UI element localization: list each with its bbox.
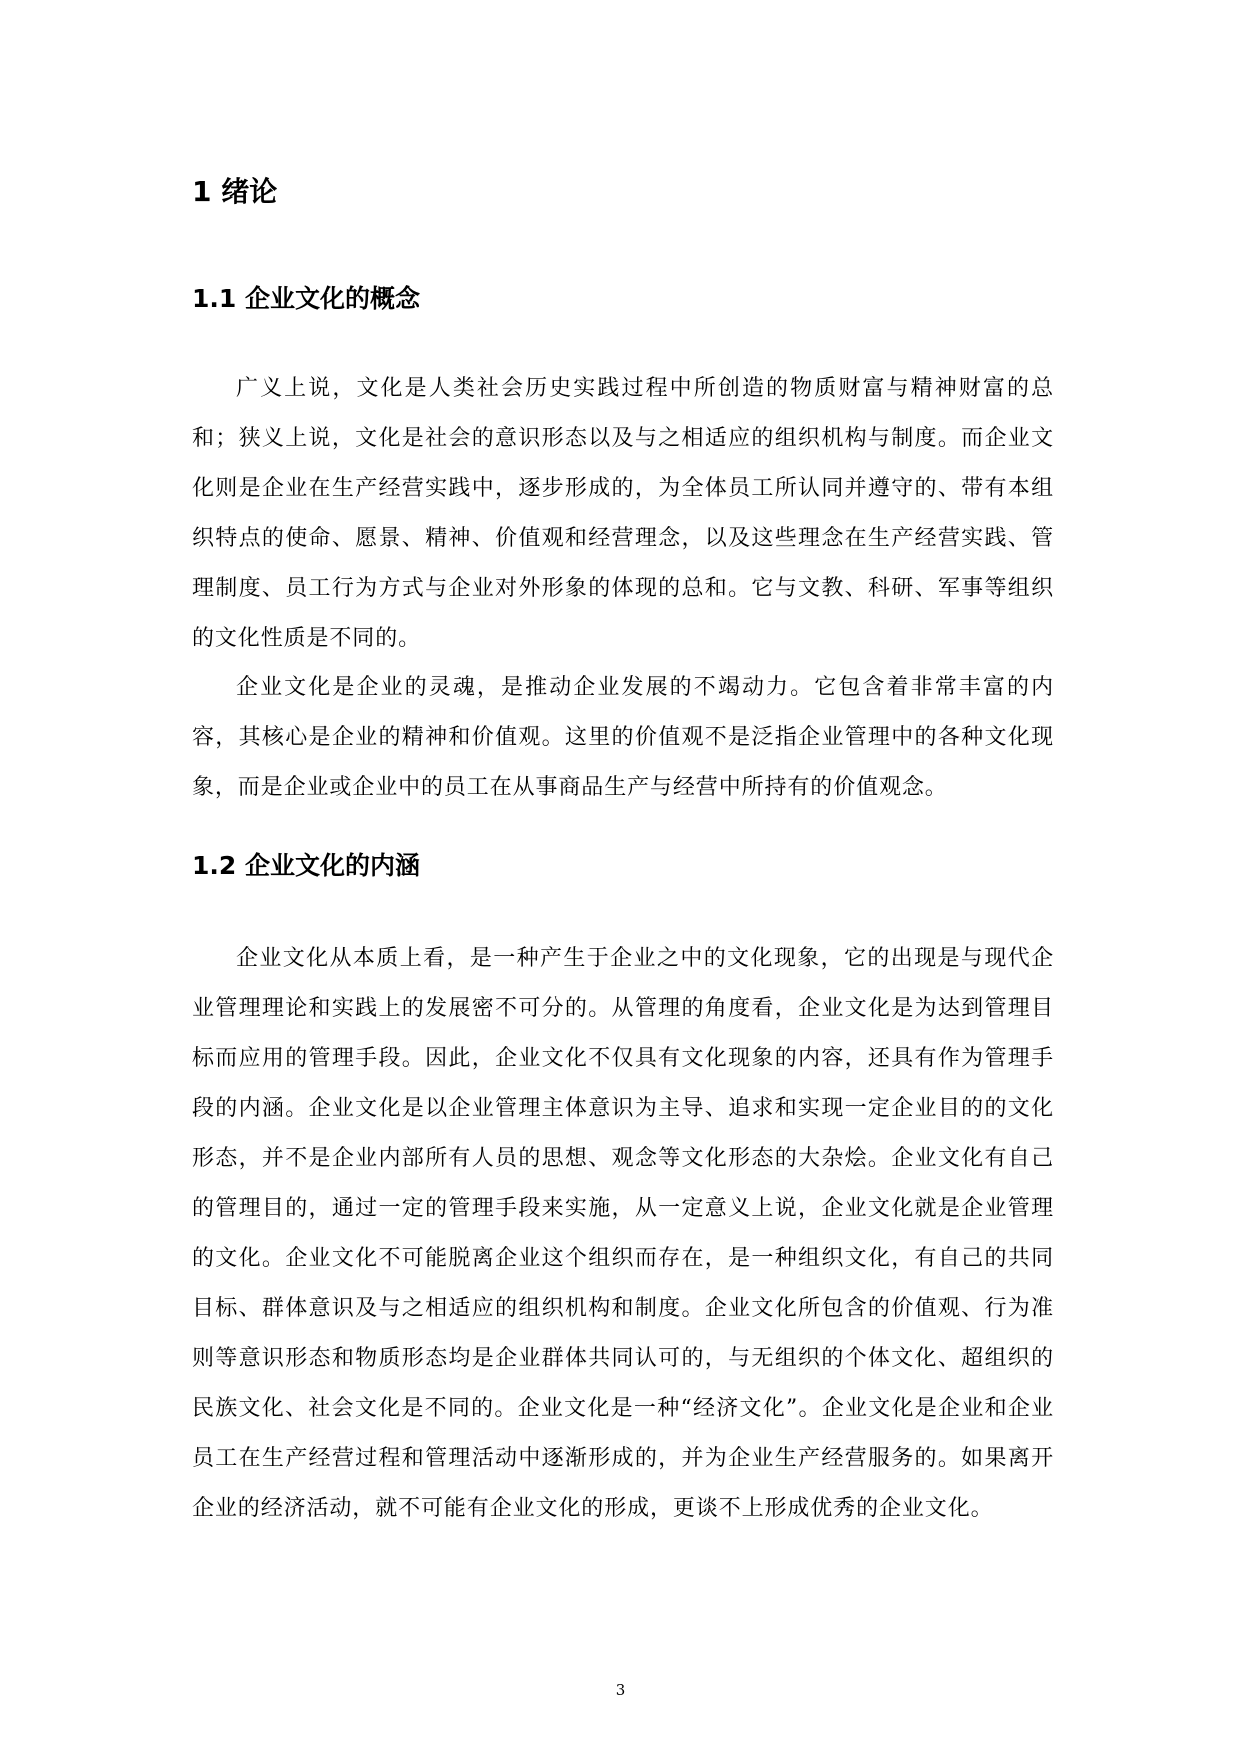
chapter-heading: 1 绪论 [192, 175, 278, 208]
section-heading-1-2: 1.2 企业文化的内涵 [192, 851, 420, 880]
section-heading-1-1: 1.1 企业文化的概念 [192, 284, 420, 313]
section-1-2-paragraph-1: 企业文化从本质上看，是一种产生于企业之中的文化现象，它的出现是与现代企业管理理论和实践上的发展密不可分的。从管理的角度看，企业文化是为达到管理目标而应用的管理手段。因此，企业文化不仅具有文化现象的内容，还具有作为管理手段的内涵。企业文化是以企业管理主体意识为主导、追求和实现一定企业目的的文化形态，并不是企业内部所有人员的思想、观念等文化形态的大杂烩。企业文化有自己的管理目的，通过一定的管理手段来实施，从一定意义上说，企业文化就是企业管理的文化。企业文化不可能脱离企业这个组织而存在，是一种组织文化，有自己的共同目标、群体意识及与之相适应的组织机构和制度。企业文化所包含的价值观、行为准则等意识形态和物质形态均是企业群体共同认可的，与无组织的个体文化、超组织的民族文化、社会文化是不同的。企业文化是一种“经济文化”。企业文化是企业和企业员工在生产经营过程和管理活动中逐渐形成的，并为企业生产经营服务的。如果离开企业的经济活动，就不可能有企业文化的形成，更谈不上形成优秀的企业文化。 [192, 946, 1054, 1521]
section-1-1-paragraph-1: 广义上说，文化是人类社会历史实践过程中所创造的物质财富与精神财富的总和；狭义上说，文化是社会的意识形态以及与之相适应的组织机构与制度。而企业文化则是企业在生产经营实践中，逐步形成的，为全体员工所认同并遵守的、带有本组织特点的使命、愿景、精神、价值观和经营理念，以及这些理念在生产经营实践、管理制度、员工行为方式与企业对外形象的体现的总和。它与文教、科研、军事等组织的文化性质是不同的。 [192, 376, 1054, 651]
page-number: 3 [615, 1681, 626, 1699]
section-1-1-paragraph-2: 企业文化是企业的灵魂，是推动企业发展的不竭动力。它包含着非常丰富的内容，其核心是企业的精神和价值观。这里的价值观不是泛指企业管理中的各种文化现象，而是企业或企业中的员工在从事商品生产与经营中所持有的价值观念。 [192, 675, 1054, 800]
